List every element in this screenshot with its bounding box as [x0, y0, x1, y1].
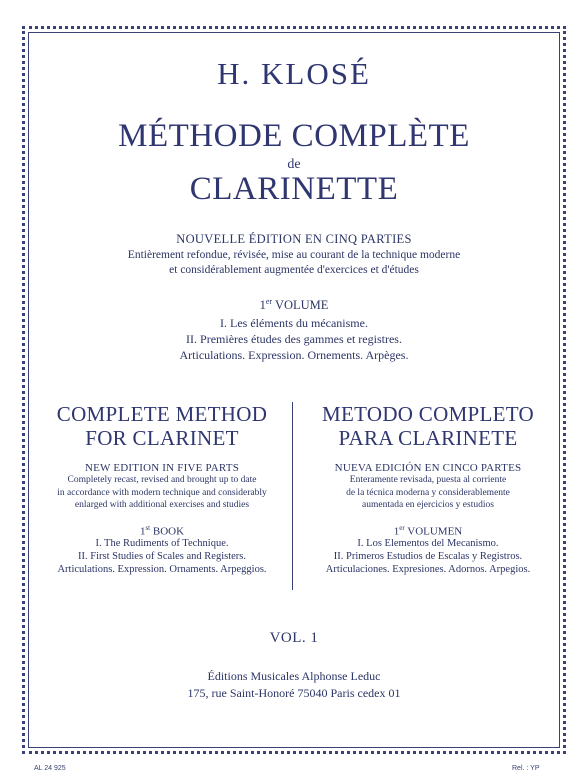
spanish-volume-heading	[300, 524, 556, 538]
french-edition-heading: NOUVELLE ÉDITION EN CINQ PARTIES	[176, 232, 412, 246]
english-contents-item: Articulations. Expression. Ornaments. Arpeggios.	[57, 564, 267, 576]
spanish-contents-item: II. Primeros Estudios de Escalas y Registros.	[333, 551, 523, 563]
english-desc-line: enlarged with additional exercises and studies	[74, 500, 250, 510]
english-desc-line: in accordance with modern technique and considerably	[57, 487, 267, 498]
publisher-name: Éditions Musicales Alphonse Leduc	[207, 669, 381, 683]
french-contents-item: Articulations. Expression. Ornements. Arpèges.	[179, 348, 409, 362]
spanish-desc-line: aumentada en ejercicios y estudios	[362, 500, 494, 510]
english-title	[36, 402, 288, 450]
english-contents-item: I. The Rudiments of Technique.	[95, 538, 229, 550]
spanish-contents-item: Articulaciones. Expresiones. Adornos. Arpegios.	[325, 564, 531, 576]
french-contents-list	[0, 315, 588, 363]
english-contents-list	[36, 537, 288, 576]
english-volume-number: 1	[139, 525, 146, 538]
french-volume-number: 1	[259, 298, 266, 313]
author-name: H. KLOSÉ	[217, 56, 371, 91]
english-volume-heading	[36, 524, 288, 538]
french-volume-heading	[0, 297, 588, 313]
english-desc-line: Completely recast, revised and brought up to date	[67, 475, 257, 485]
publisher-block	[0, 668, 588, 702]
title-line-2: CLARINETTE	[189, 171, 399, 207]
spanish-title-line: PARA CLARINETE	[338, 426, 518, 450]
spanish-description	[300, 474, 556, 512]
column-divider	[292, 402, 293, 590]
english-description	[36, 474, 288, 512]
spanish-title-line: METODO COMPLETO	[322, 402, 534, 426]
spanish-column	[300, 402, 556, 576]
spanish-contents-list	[300, 537, 556, 576]
french-contents-item: II. Premières études des gammes et registres.	[186, 332, 402, 346]
title-line-1: MÉTHODE COMPLÈTE	[118, 118, 470, 154]
binding-reference: Rel. : YP	[512, 765, 540, 772]
spanish-volume-word: VOLUMEN	[404, 525, 463, 538]
catalog-reference: AL 24 925	[34, 765, 66, 772]
french-description	[0, 248, 588, 278]
english-volume-word: BOOK	[150, 525, 185, 538]
english-volume-ordinal: st	[145, 523, 151, 532]
spanish-volume-ordinal: er	[399, 523, 405, 532]
french-volume-ordinal: er	[265, 297, 273, 306]
french-desc-line: Entièrement refondue, révisée, mise au courant de la technique moderne	[127, 249, 461, 261]
english-column	[36, 402, 288, 576]
spanish-contents-item: I. Los Elementos del Mecanismo.	[357, 538, 499, 550]
french-desc-line: et considérablement augmentée d'exercices et d'études	[169, 264, 419, 276]
spanish-desc-line: Enteramente revisada, puesta al corriente	[349, 475, 507, 485]
title-connector: de	[287, 157, 301, 172]
english-title-line: COMPLETE METHOD	[56, 402, 268, 426]
spanish-edition-heading: NUEVA EDICIÓN EN CINCO PARTES	[334, 462, 522, 474]
spanish-title	[300, 402, 556, 450]
spanish-desc-line: de la técnica moderna y considerablemente	[346, 487, 510, 498]
english-title-line: FOR CLARINET	[85, 426, 239, 450]
english-contents-item: II. First Studies of Scales and Registers.	[78, 551, 246, 563]
publisher-address: 175, rue Saint-Honoré 75040 Paris cedex 01	[187, 686, 401, 700]
spanish-volume-number: 1	[393, 525, 400, 538]
volume-label: VOL. 1	[269, 630, 319, 646]
english-edition-heading: NEW EDITION IN FIVE PARTS	[84, 462, 240, 474]
french-volume-word: VOLUME	[272, 298, 329, 313]
french-contents-item: I. Les éléments du mécanisme.	[220, 316, 368, 330]
